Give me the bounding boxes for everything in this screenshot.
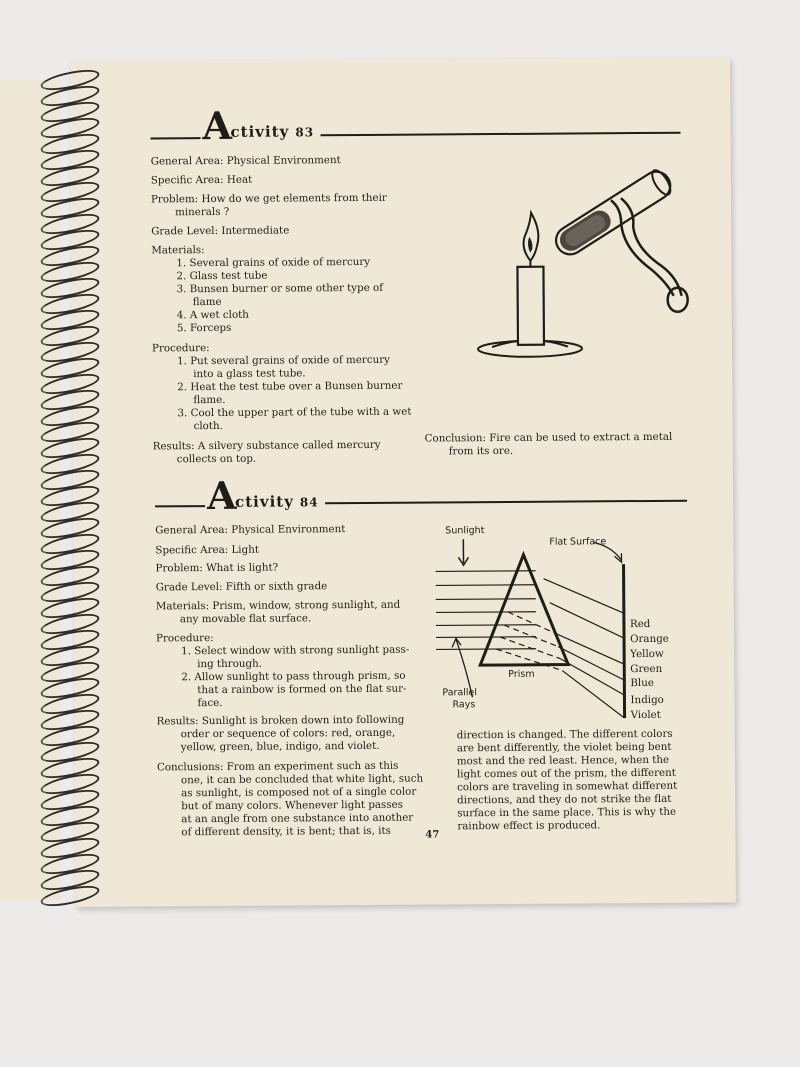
flat-surface-label: Flat Surface — [549, 536, 607, 548]
material-item: 1. Several grains of oxide of mercury — [176, 255, 371, 270]
header-rule-left — [151, 137, 201, 139]
procedure-step: 2. Heat the test tube over a Bunsen burner — [177, 379, 403, 394]
activity-83-initial: A — [202, 102, 233, 149]
procedure-step: face. — [197, 696, 223, 710]
spiral-binding — [40, 72, 110, 912]
right-column-text: direction is changed. The different colors — [456, 727, 673, 742]
sunlight-label: Sunlight — [445, 525, 485, 537]
conclusion-cont: from its ore. — [448, 444, 514, 458]
right-column-text: directions, and they do not strike the flat — [457, 792, 672, 807]
material-item: flame — [192, 295, 222, 309]
conclusions-cont: at an angle from one substance into another — [181, 811, 414, 826]
activity-83-title: ctivity 83 — [230, 122, 315, 141]
test-tube — [551, 166, 676, 259]
header-rule-right — [325, 500, 687, 505]
header-rule-left — [155, 505, 205, 507]
results: Results: Sunlight is broken down into following — [156, 713, 405, 728]
color-red: Red — [629, 617, 651, 631]
problem-cont: minerals ? — [175, 205, 230, 219]
right-column-text: surface in the same place. This is why the — [457, 805, 677, 820]
conclusions-cont: but of many colors. Whenever light passes — [181, 798, 404, 813]
flat-surface-line — [624, 564, 625, 718]
rays-label: Rays — [452, 699, 476, 711]
header-rule-right — [321, 132, 681, 137]
book-page — [70, 57, 736, 907]
color-blue: Blue — [630, 676, 654, 690]
materials-cont: any movable flat surface. — [179, 612, 312, 626]
specific-area: Specific Area: Light — [155, 543, 259, 557]
activity-83-header — [150, 102, 760, 151]
procedure-step: ing through. — [197, 657, 263, 671]
conclusions-cont: of different density, it is bent; that is, its — [181, 824, 391, 839]
right-column-text: most and the red least. Hence, when the — [456, 753, 670, 768]
parallel-rays — [436, 571, 537, 650]
flame — [523, 213, 538, 261]
activity-84-header — [155, 472, 765, 521]
conclusion: Conclusion: Fire can be used to extract a metal — [424, 430, 673, 445]
material-item: 5. Forceps — [176, 321, 232, 335]
activity-84-initial: A — [206, 472, 237, 519]
procedure-step: 2. Allow sunlight to pass through prism, so — [181, 669, 406, 684]
color-violet: Violet — [630, 708, 661, 722]
grade-level: Grade Level: Fifth or sixth grade — [155, 580, 328, 594]
procedure-step: into a glass test tube. — [193, 367, 306, 381]
results-cont: order or sequence of colors: red, orange, — [180, 726, 396, 741]
candle-test-tube-illustration — [471, 148, 693, 370]
color-yellow: Yellow — [630, 647, 664, 661]
right-column-text: colors are traveling in somewhat different — [457, 779, 678, 794]
results-cont: collects on top. — [176, 452, 257, 466]
right-column-text: rainbow effect is produced. — [457, 819, 601, 833]
problem: Problem: How do we get elements from their — [150, 191, 387, 206]
procedure-label: Procedure: — [151, 342, 210, 355]
procedure-step: cloth. — [193, 419, 223, 433]
procedure-step: flame. — [193, 393, 226, 407]
materials-label: Materials: — [151, 244, 205, 257]
activity-83 — [150, 102, 760, 466]
color-orange: Orange — [630, 632, 669, 646]
procedure-step: that a rainbow is formed on the flat sur- — [197, 682, 407, 697]
procedure-step: 3. Cool the upper part of the tube with a wet — [177, 405, 412, 420]
specific-area: Specific Area: Heat — [150, 173, 253, 187]
prism-diagram — [425, 518, 696, 720]
results: Results: A silvery substance called mercury — [152, 438, 381, 453]
grade-level: Grade Level: Intermediate — [151, 224, 290, 238]
general-area: General Area: Physical Environment — [150, 154, 341, 168]
material-item: 2. Glass test tube — [176, 269, 268, 283]
color-green: Green — [630, 662, 663, 676]
activity-84-title: ctivity 84 — [235, 492, 319, 511]
refracted-rays-inside — [496, 612, 562, 671]
material-item: 4. A wet cloth — [176, 308, 249, 322]
conclusions: Conclusions: From an experiment such as this — [156, 759, 399, 774]
material-item: 3. Bunsen burner or some other type of — [176, 281, 384, 296]
page-number: 47 — [425, 829, 440, 841]
right-column-text: are bent differently, the violet being bent — [456, 740, 672, 755]
conclusions-cont: one, it can be concluded that white light, such — [180, 772, 424, 787]
procedure-step: 1. Put several grains of oxide of mercury — [177, 353, 391, 368]
color-indigo: Indigo — [630, 693, 664, 707]
parallel-label: Parallel — [442, 687, 478, 699]
procedure-label: Procedure: — [155, 632, 214, 645]
materials: Materials: Prism, window, strong sunlight, and — [155, 598, 401, 613]
dispersed-rays — [544, 578, 625, 719]
problem: Problem: What is light? — [155, 561, 279, 575]
procedure-step: 1. Select window with strong sunlight pass- — [181, 643, 410, 658]
general-area: General Area: Physical Environment — [155, 523, 346, 537]
candle — [517, 267, 544, 345]
prism-label: Prism — [508, 668, 535, 680]
results-cont: yellow, green, blue, indigo, and violet. — [180, 739, 380, 754]
right-column-text: light comes out of the prism, the different — [456, 766, 676, 781]
conclusions-cont: as sunlight, is composed not of a single color — [181, 785, 417, 800]
